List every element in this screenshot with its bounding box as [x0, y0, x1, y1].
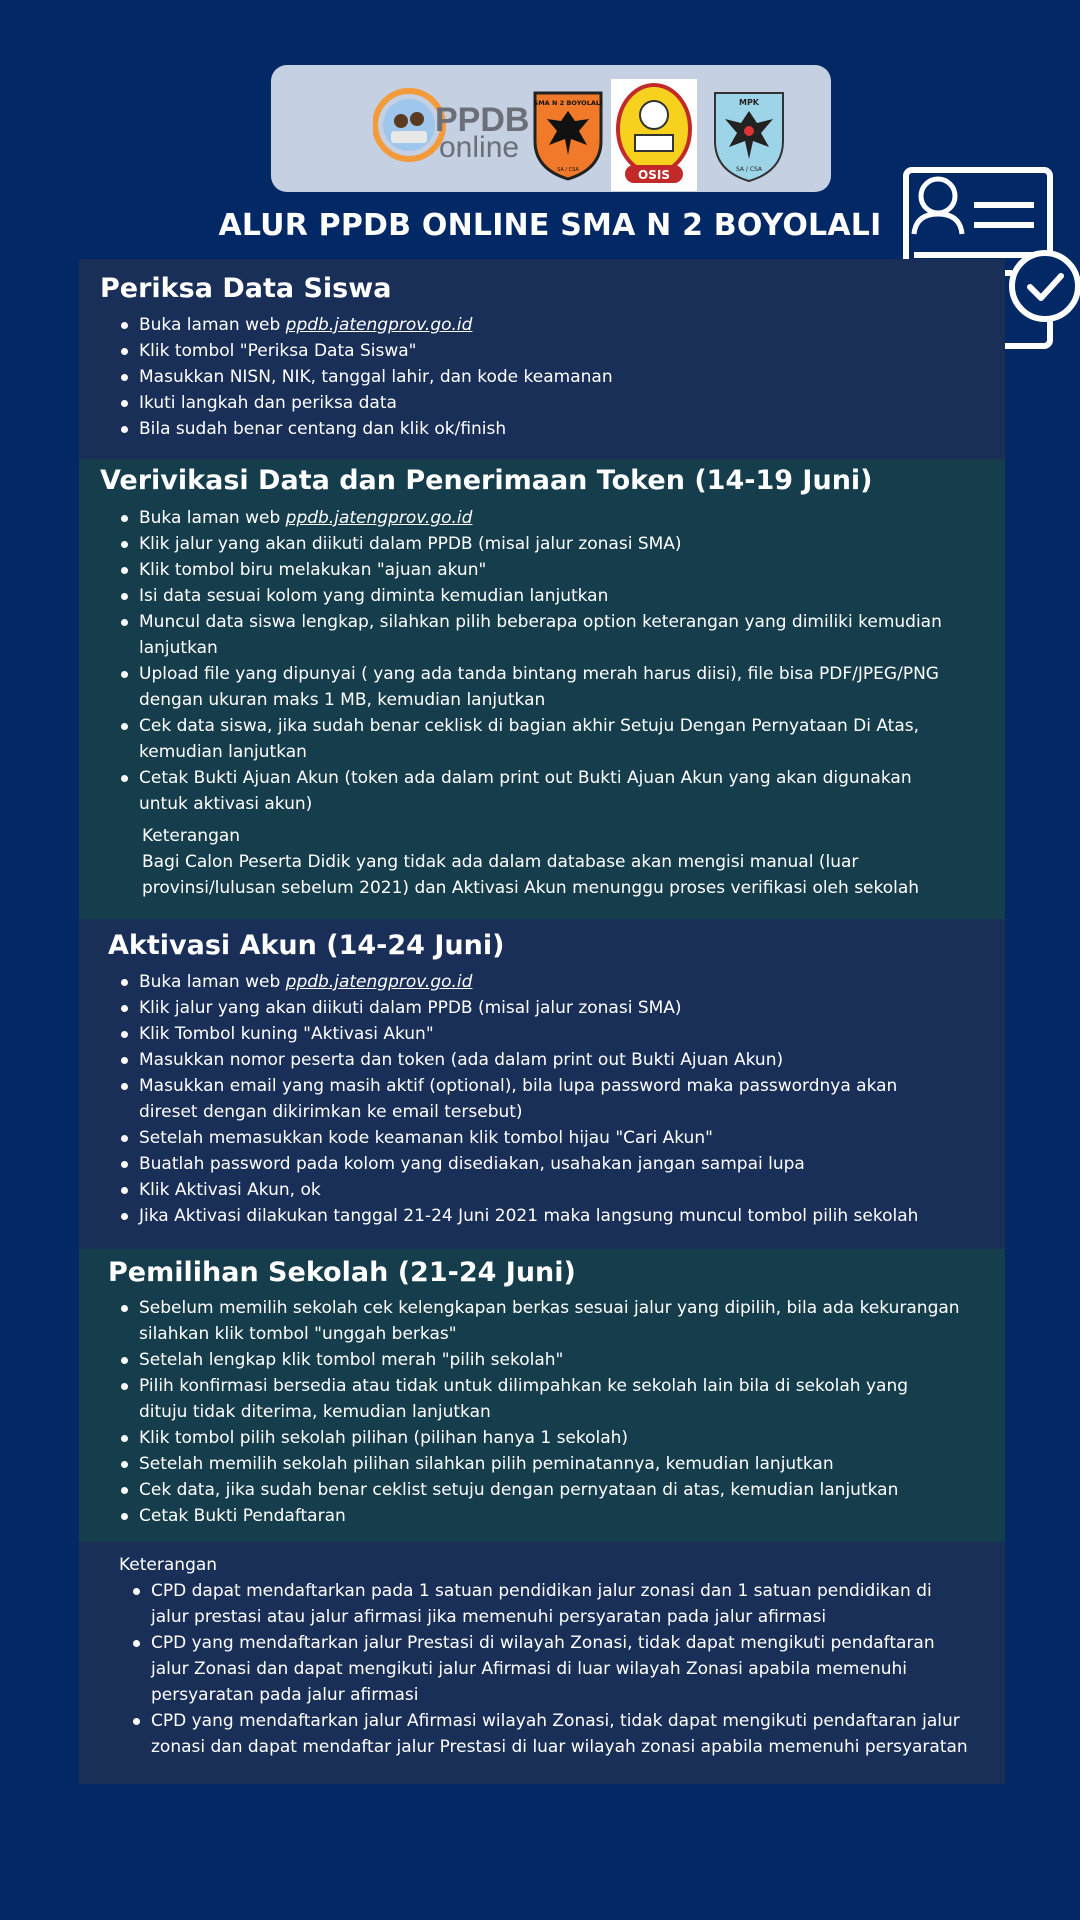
- logo-banner: [271, 65, 831, 192]
- section-keterangan: [79, 1542, 1005, 1784]
- list-item: Cek data siswa, jika sudah benar ceklisk di bagian akhir Setuju Dengan Pernyataan Di Atas, kemudian lanjutkan: [139, 713, 942, 765]
- list-item: CPD dapat mendaftarkan pada 1 satuan pendidikan jalur zonasi dan 1 satuan pendidikan di jalur prestasi atau jalur afirmasi jika memenuhi persyaratan pada jalur afirmasi: [151, 1578, 968, 1630]
- list-item: Upload file yang dipunyai ( yang ada tanda bintang merah harus diisi), file bisa PDF/JPEG/PNG dengan ukuran maks 1 MB, kemudian lanjutkan: [139, 661, 942, 713]
- list-item: Masukkan NISN, NIK, tanggal lahir, dan kode keamanan: [139, 364, 613, 390]
- note-label: Keterangan: [119, 1555, 218, 1575]
- mpk-logo: [711, 85, 787, 185]
- list-item: Sebelum memilih sekolah cek kelengkapan berkas sesuai jalur yang dipilih, bila ada kekurangan silahkan klik tombol "unggah berkas": [139, 1295, 960, 1347]
- svg-text:SA / CSA: SA / CSA: [735, 166, 763, 173]
- osis-logo: [611, 79, 697, 191]
- svg-text:online: online: [439, 131, 520, 164]
- ppdb-link[interactable]: ppdb.jatengprov.go.id: [285, 315, 473, 335]
- list-item: Buka laman web ppdb.jatengprov.go.id: [139, 969, 918, 995]
- list-item: Klik Aktivasi Akun, ok: [139, 1177, 918, 1203]
- step-list: [139, 969, 918, 1229]
- step-list: [139, 1295, 960, 1529]
- list-item: Klik jalur yang akan diikuti dalam PPDB (misal jalur zonasi SMA): [139, 531, 942, 557]
- list-item: Bila sudah benar centang dan klik ok/finish: [139, 416, 613, 442]
- section-aktivasi-akun: [79, 919, 1005, 1249]
- list-item: Klik jalur yang akan diikuti dalam PPDB (misal jalur zonasi SMA): [139, 995, 918, 1021]
- section-heading: Pemilihan Sekolah (21-24 Juni): [108, 1257, 576, 1288]
- list-item: CPD yang mendaftarkan jalur Afirmasi wilayah Zonasi, tidak dapat mengikuti pendaftaran jalur zonasi dan dapat mendaftar jalur Prestasi di luar wilayah zonasi apabila memenuhi persyaratan: [151, 1708, 968, 1760]
- list-item: CPD yang mendaftarkan jalur Prestasi di wilayah Zonasi, tidak dapat mengikuti pendaftaran jalur Zonasi dan dapat mengikuti jalur Afirmasi di luar wilayah Zonasi apabila memenuhi persyaratan pada jalur afirmasi: [151, 1630, 968, 1708]
- section-heading: Verivikasi Data dan Penerimaan Token (14-19 Juni): [100, 465, 873, 496]
- list-item: Pilih konfirmasi bersedia atau tidak untuk dilimpahkan ke sekolah lain bila di sekolah yang dituju tidak diterima, kemudian lanjutkan: [139, 1373, 960, 1425]
- list-item: Masukkan email yang masih aktif (optional), bila lupa password maka passwordnya akan direset dengan dikirimkan ke email tersebut): [139, 1073, 918, 1125]
- list-item: Klik tombol biru melakukan "ajuan akun": [139, 557, 942, 583]
- list-item: Setelah memasukkan kode keamanan klik tombol hijau "Cari Akun": [139, 1125, 918, 1151]
- list-item: Buatlah password pada kolom yang disediakan, usahakan jangan sampai lupa: [139, 1151, 918, 1177]
- section-periksa-data-siswa: [79, 259, 1005, 459]
- list-item: Buka laman web ppdb.jatengprov.go.id: [139, 505, 942, 531]
- list-item: Cetak Bukti Pendaftaran: [139, 1503, 960, 1529]
- page-title: ALUR PPDB ONLINE SMA N 2 BOYOLALI: [218, 208, 882, 243]
- ppdb-online-logo: [373, 85, 533, 165]
- list-item: Cetak Bukti Ajuan Akun (token ada dalam print out Bukti Ajuan Akun yang akan digunakan untuk aktivasi akun): [139, 765, 942, 817]
- svg-text:SMA N 2 BOYOLALI: SMA N 2 BOYOLALI: [533, 99, 603, 107]
- svg-text:OSIS: OSIS: [638, 168, 670, 182]
- list-item: Setelah lengkap klik tombol merah "pilih sekolah": [139, 1347, 960, 1373]
- step-list: [139, 505, 942, 817]
- svg-text:SA / CSA: SA / CSA: [557, 167, 579, 173]
- list-item: Klik tombol "Periksa Data Siswa": [139, 338, 613, 364]
- list-item: Jika Aktivasi dilakukan tanggal 21-24 Juni 2021 maka langsung muncul tombol pilih sekolah: [139, 1203, 918, 1229]
- section-heading: Periksa Data Siswa: [100, 273, 392, 304]
- section-heading: Aktivasi Akun (14-24 Juni): [108, 930, 505, 961]
- section-pemilihan-sekolah: [79, 1249, 1005, 1542]
- list-item: Muncul data siswa lengkap, silahkan pilih beberapa option keterangan yang dimiliki kemudian lanjutkan: [139, 609, 942, 661]
- list-item: Klik tombol pilih sekolah pilihan (pilihan hanya 1 sekolah): [139, 1425, 960, 1451]
- step-list: [139, 312, 613, 442]
- note-list: [151, 1578, 968, 1760]
- svg-text:MPK: MPK: [738, 98, 760, 107]
- section-verifikasi-data: [79, 459, 1005, 919]
- list-item: Ikuti langkah dan periksa data: [139, 390, 613, 416]
- list-item: Cek data, jika sudah benar ceklist setuju dengan pernyataan di atas, kemudian lanjutkan: [139, 1477, 960, 1503]
- list-item: Masukkan nomor peserta dan token (ada dalam print out Bukti Ajuan Akun): [139, 1047, 918, 1073]
- list-item: Isi data sesuai kolom yang diminta kemudian lanjutkan: [139, 583, 942, 609]
- list-item: Klik Tombol kuning "Aktivasi Akun": [139, 1021, 918, 1047]
- svg-text:PPDB: PPDB: [435, 101, 530, 139]
- list-item: Setelah memilih sekolah pilihan silahkan pilih peminatannya, kemudian lanjutkan: [139, 1451, 960, 1477]
- sma-n2-boyolali-logo: [531, 87, 605, 181]
- note-label: Keterangan: [142, 826, 241, 846]
- list-item: Buka laman web ppdb.jatengprov.go.id: [139, 312, 613, 338]
- ppdb-link[interactable]: ppdb.jatengprov.go.id: [285, 972, 473, 992]
- ppdb-link[interactable]: ppdb.jatengprov.go.id: [285, 508, 473, 528]
- note-text: Bagi Calon Peserta Didik yang tidak ada dalam database akan mengisi manual (luar provinsi/lulusan sebelum 2021) dan Aktivasi Akun menunggu proses verifikasi oleh sekolah: [142, 852, 920, 898]
